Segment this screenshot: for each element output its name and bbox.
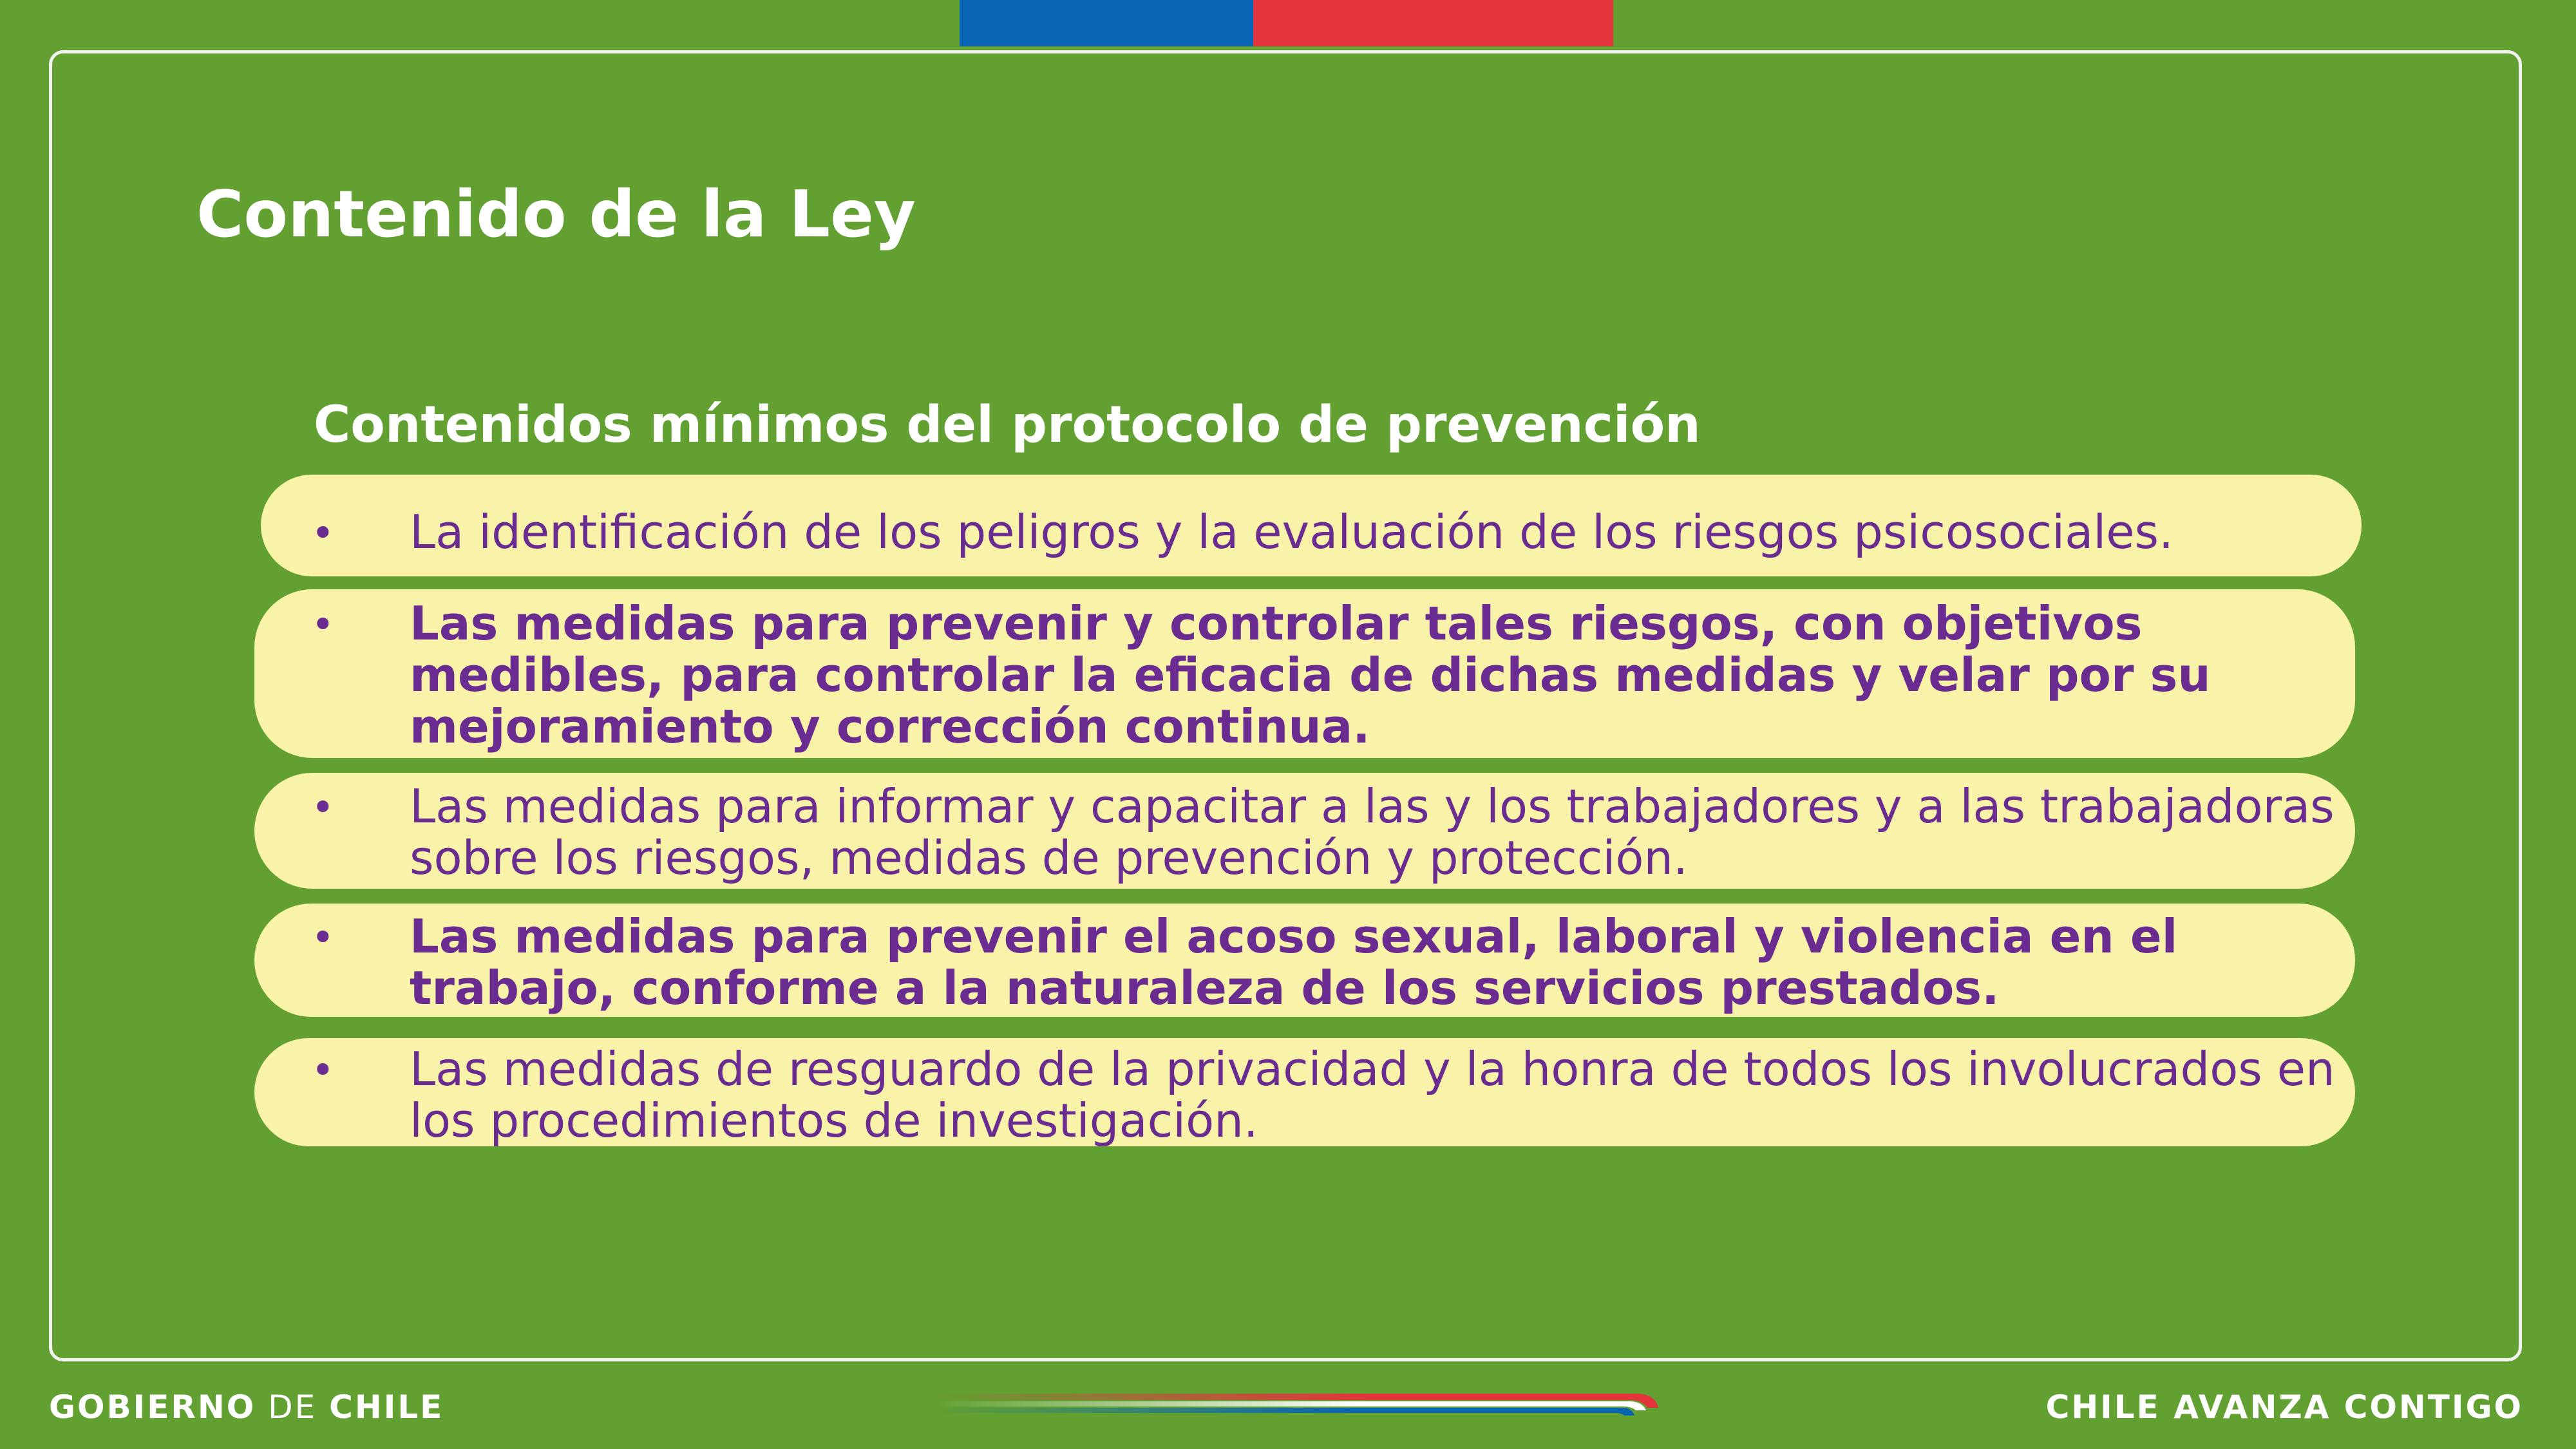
bullet-icon: •	[311, 601, 335, 648]
flag-stripe-blue	[960, 0, 1253, 46]
bullet-icon: •	[311, 914, 335, 961]
footer-government-label	[49, 1388, 444, 1426]
footer-word-gobierno: GOBIERNO	[49, 1388, 256, 1426]
footer-word-de: DE	[268, 1388, 317, 1426]
bullet-icon: •	[311, 509, 335, 556]
footer-word-chile: CHILE	[329, 1388, 444, 1426]
bullet-icon: •	[311, 1046, 335, 1094]
list-item-text: Las medidas para prevenir el acoso sexual, laboral y violencia en el trabajo, conforme a la naturaleza de los servicios prestados.	[410, 909, 2178, 1015]
slide-subtitle: Contenidos mínimos del protocolo de prevención	[314, 396, 1701, 454]
footer-slogan: CHILE AVANZA CONTIGO	[2045, 1388, 2523, 1426]
list-item-text: Las medidas para informar y capacitar a las y los trabajadores y a las trabajadoras sobre los riesgos, medidas de prevención y protección.	[410, 779, 2334, 885]
slide-title: Contenido de la Ley	[196, 176, 916, 252]
list-item-text: La identificación de los peligros y la evaluación de los riesgos psicosociales.	[410, 505, 2174, 559]
chile-swoosh-logo-icon	[921, 1385, 1662, 1423]
bullet-icon: •	[311, 784, 335, 831]
list-item-text: Las medidas de resguardo de la privacidad y la honra de todos los involucrados en los procedimientos de investigación.	[410, 1042, 2335, 1148]
flag-stripe-red	[1253, 0, 1613, 46]
list-item-text: Las medidas para prevenir y controlar tales riesgos, con objetivos medibles, para controlar la eficacia de dichas medidas y velar por su mejoramiento y corrección continua.	[410, 596, 2211, 753]
